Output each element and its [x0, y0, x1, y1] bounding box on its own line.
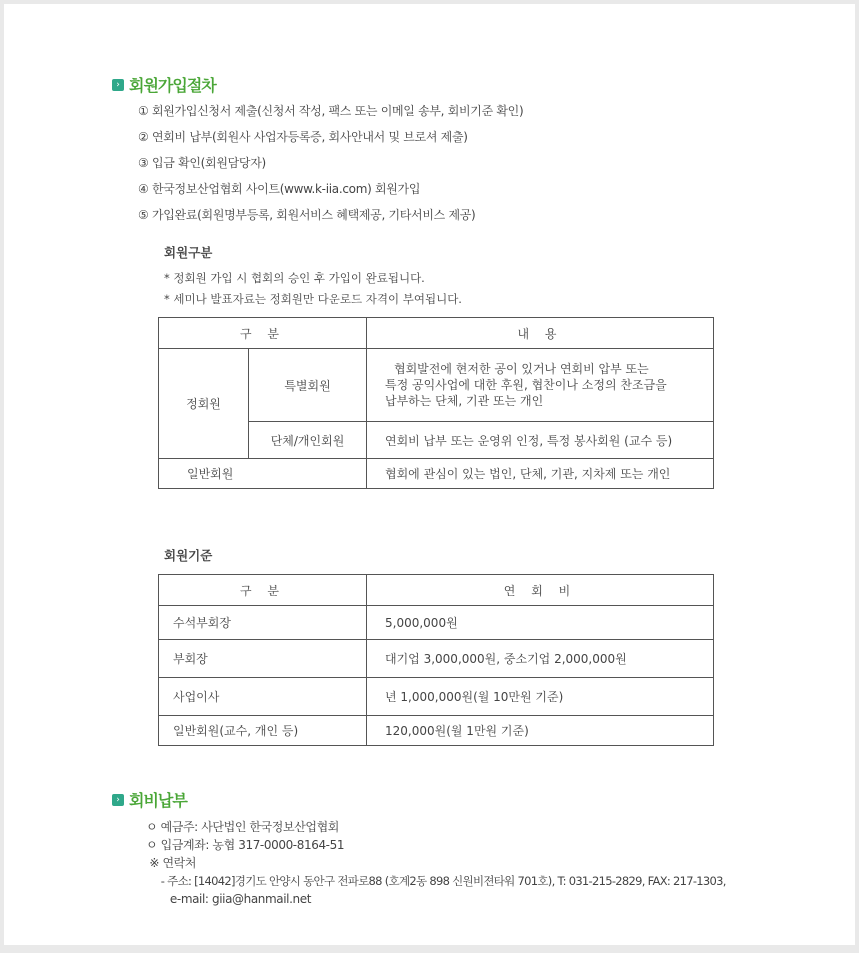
- fee-amount: 120,000원(월 1만원 기준): [367, 716, 714, 746]
- table-row: [159, 606, 714, 640]
- table-row: [159, 640, 714, 678]
- payment-line: e-mail: giia@hanmail.net: [146, 892, 312, 906]
- table-header: 구 분: [159, 575, 367, 606]
- step-item: ② 연회비 납부(회원사 사업자등록증, 회사안내서 및 브로셔 제출): [138, 130, 468, 144]
- desc-line: 협회발전에 현저한 공이 있거나 연회비 압부 또는: [394, 362, 649, 376]
- payment-title: 회비납부: [129, 791, 187, 810]
- note-item: * 정회원 가입 시 협회의 승인 후 가입이 완료됩니다.: [164, 271, 425, 285]
- general-desc-cell: 협회에 관심이 있는 법인, 단체, 기관, 지차제 또는 개인: [367, 459, 714, 489]
- step-item: ① 회원가입신청서 제출(신청서 작성, 팩스 또는 이메일 송부, 회비기준 확인): [138, 104, 524, 118]
- payment-line: - 주소: [14042]경기도 안양시 동안구 전파로88 (호계2동 898 신원비젼타워 701호), T: 031-215-2829, FAX: 217-1303,: [146, 874, 726, 888]
- general-member-cell: 일반회원: [159, 459, 367, 489]
- table-row: [159, 678, 714, 716]
- chevron-right-icon: ›: [112, 79, 124, 91]
- desc-line: 특정 공익사업에 대한 후원, 협찬이나 소정의 찬조금을: [385, 378, 667, 392]
- payment-line: ㅇ 입금계좌: 농협 317-0000-8164-51: [146, 838, 345, 852]
- table-header: 내 용: [367, 318, 714, 349]
- classification-notes: [164, 268, 462, 310]
- regular-member-cell: 정회원: [159, 349, 249, 459]
- fee-amount: 대기업 3,000,000원, 중소기업 2,000,000원: [367, 640, 714, 678]
- procedure-header: [112, 73, 216, 96]
- table-row: [159, 716, 714, 746]
- fee-type: 사업이사: [159, 678, 367, 716]
- desc-line: 납부하는 단체, 기관 또는 개인: [385, 394, 544, 408]
- note-item: * 세미나 발표자료는 정회원만 다운로드 자격이 부여됩니다.: [164, 292, 462, 306]
- payment-line: ㅇ 예금주: 사단법인 한국정보산업협회: [146, 820, 339, 834]
- payment-header: [112, 788, 187, 811]
- procedure-steps: [138, 101, 523, 231]
- chevron-right-icon: ›: [112, 794, 124, 806]
- classification-title: 회원구분: [164, 245, 213, 260]
- fee-type: 부회장: [159, 640, 367, 678]
- table-header: 연 회 비: [367, 575, 714, 606]
- fees-title: 회원기준: [164, 548, 213, 563]
- special-member-cell: 특별회원: [249, 349, 367, 422]
- group-member-cell: 단체/개인회원: [249, 422, 367, 459]
- step-item: ⑤ 가입완료(회원명부등록, 회원서비스 혜택제공, 기타서비스 제공): [138, 208, 476, 222]
- fee-amount: 년 1,000,000원(월 10만원 기준): [367, 678, 714, 716]
- fee-amount: 5,000,000원: [367, 606, 714, 640]
- payment-info: [146, 818, 726, 908]
- fee-type: 일반회원(교수, 개인 등): [159, 716, 367, 746]
- special-desc-cell: [367, 349, 714, 422]
- fees-table: [158, 574, 714, 746]
- classification-table: [158, 317, 714, 489]
- fee-type: 수석부회장: [159, 606, 367, 640]
- step-item: ④ 한국정보산업협회 사이트(www.k-iia.com) 회원가입: [138, 182, 421, 196]
- payment-line: ※ 연락처: [146, 856, 197, 870]
- table-header: 구 분: [159, 318, 367, 349]
- step-item: ③ 입금 확인(회원담당자): [138, 156, 266, 170]
- procedure-title: 회원가입절차: [129, 76, 216, 95]
- group-desc-cell: 연회비 납부 또는 운영위 인정, 특정 봉사회원 (교수 등): [367, 422, 714, 459]
